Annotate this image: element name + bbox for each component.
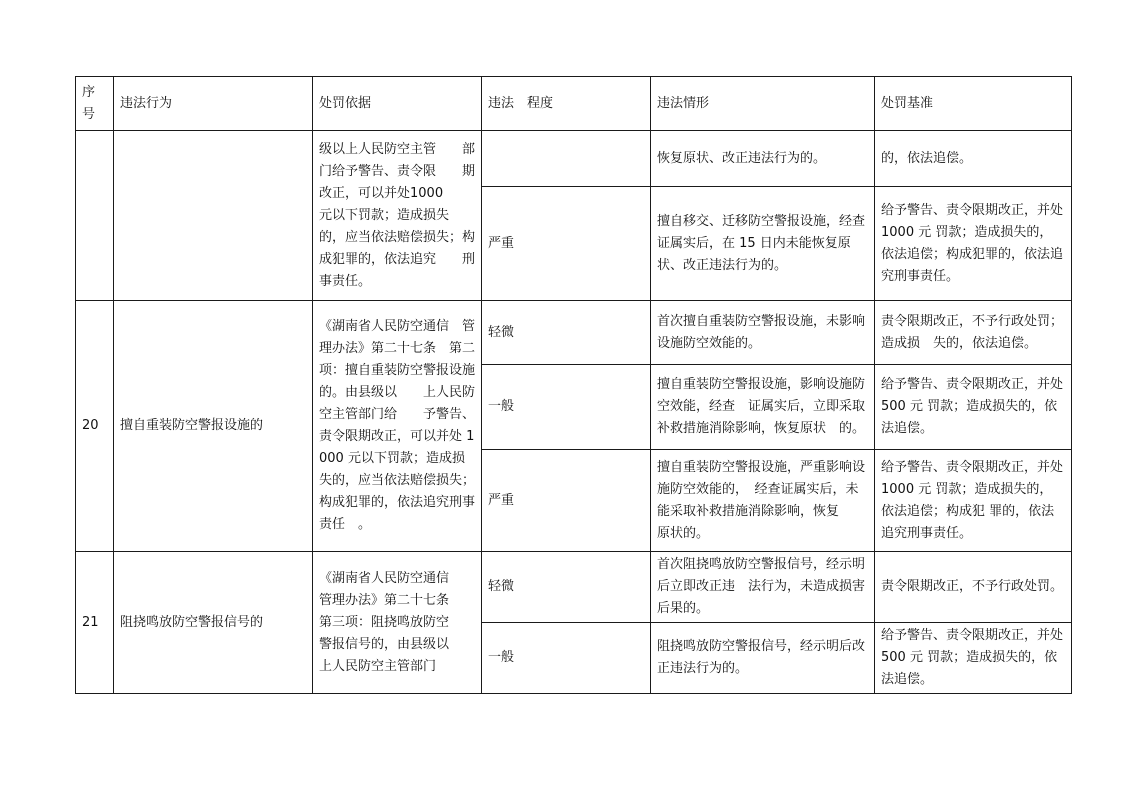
penalty-standard-table: [75, 76, 1072, 694]
violation-act-cell: 阻挠鸣放防空警报信号的: [114, 552, 313, 694]
standard-cell: 给予警告、责令限期改正，并处 500 元 罚款；造成损失的，依法追偿。: [875, 365, 1072, 450]
degree-cell: 一般: [482, 365, 651, 450]
penalty-basis-cell: 《湖南省人民防空通信 管理办法》第二十七条 第三项：阻挠鸣放防空 警报信号的，由县级以 上人民防空主管部门: [313, 552, 482, 694]
standard-cell: 给予警告、责令限期改正，并处 1000 元 罚款；造成损失的，依法追偿；构成犯罪的，依法追究刑事责任。: [875, 187, 1072, 301]
header-violation-situation: 违法情形: [651, 77, 875, 131]
header-penalty-basis: 处罚依据: [313, 77, 482, 131]
degree-cell: 轻微: [482, 301, 651, 365]
header-seq: 序号: [76, 77, 114, 131]
violation-act-cell: [114, 131, 313, 301]
situation-cell: 首次擅自重装防空警报设施，未影响设施防空效能的。: [651, 301, 875, 365]
situation-cell: 恢复原状、改正违法行为的。: [651, 131, 875, 187]
situation-cell: 阻挠鸣放防空警报信号，经示明后改正违法行为的。: [651, 623, 875, 694]
header-row: [76, 77, 1072, 131]
situation-cell: 擅自重装防空警报设施，影响设施防空效能，经查 证属实后，立即采取补救措施消除影响，恢复原状 的。: [651, 365, 875, 450]
seq-cell: [76, 131, 114, 301]
situation-cell: 首次阻挠鸣放防空警报信号，经示明后立即改正违 法行为，未造成损害后果的。: [651, 552, 875, 623]
degree-cell: 严重: [482, 450, 651, 552]
standard-cell: 责令限期改正，不予行政处罚。: [875, 552, 1072, 623]
table-row: [76, 131, 1072, 187]
seq-cell: 20: [76, 301, 114, 552]
table-row: [76, 552, 1072, 623]
standard-cell: 给予警告、责令限期改正，并处 1000 元 罚款；造成损失的，依法追偿；构成犯 罪的，依法追究刑事责任。: [875, 450, 1072, 552]
standard-cell: 的，依法追偿。: [875, 131, 1072, 187]
penalty-basis-cell: 《湖南省人民防空通信 管理办法》第二十七条 第二项：擅自重装防空警报设施的。由县级以 上人民防空主管部门给 予警告、责令限期改正，可以并处 1000 元以下罚款；造成损失的，应当依法赔偿损失；构成犯罪的，依法追究刑事责任 。: [313, 301, 482, 552]
degree-cell: 一般: [482, 623, 651, 694]
header-violation-act: 违法行为: [114, 77, 313, 131]
penalty-basis-cell: 级以上人民防空主管 部门给予警告、责令限 期改正，可以并处1000 元以下罚款；造成损失 的，应当依法赔偿损失；构成犯罪的，依法追究 刑事责任。: [313, 131, 482, 301]
degree-cell: [482, 131, 651, 187]
degree-cell: 轻微: [482, 552, 651, 623]
table-row: [76, 301, 1072, 365]
seq-cell: 21: [76, 552, 114, 694]
degree-cell: 严重: [482, 187, 651, 301]
situation-cell: 擅自重装防空警报设施，严重影响设施防空效能的， 经查证属实后，未能采取补救措施消除影响，恢复 原状的。: [651, 450, 875, 552]
header-penalty-standard: 处罚基准: [875, 77, 1072, 131]
standard-cell: 责令限期改正，不予行政处罚；造成损 失的，依法追偿。: [875, 301, 1072, 365]
standard-cell: 给予警告、责令限期改正，并处 500 元 罚款；造成损失的，依法追偿。: [875, 623, 1072, 694]
violation-act-cell: 擅自重装防空警报设施的: [114, 301, 313, 552]
header-violation-degree: 违法 程度: [482, 77, 651, 131]
situation-cell: 擅自移交、迁移防空警报设施，经查证属实后，在 15 日内未能恢复原状、改正违法行为的。: [651, 187, 875, 301]
